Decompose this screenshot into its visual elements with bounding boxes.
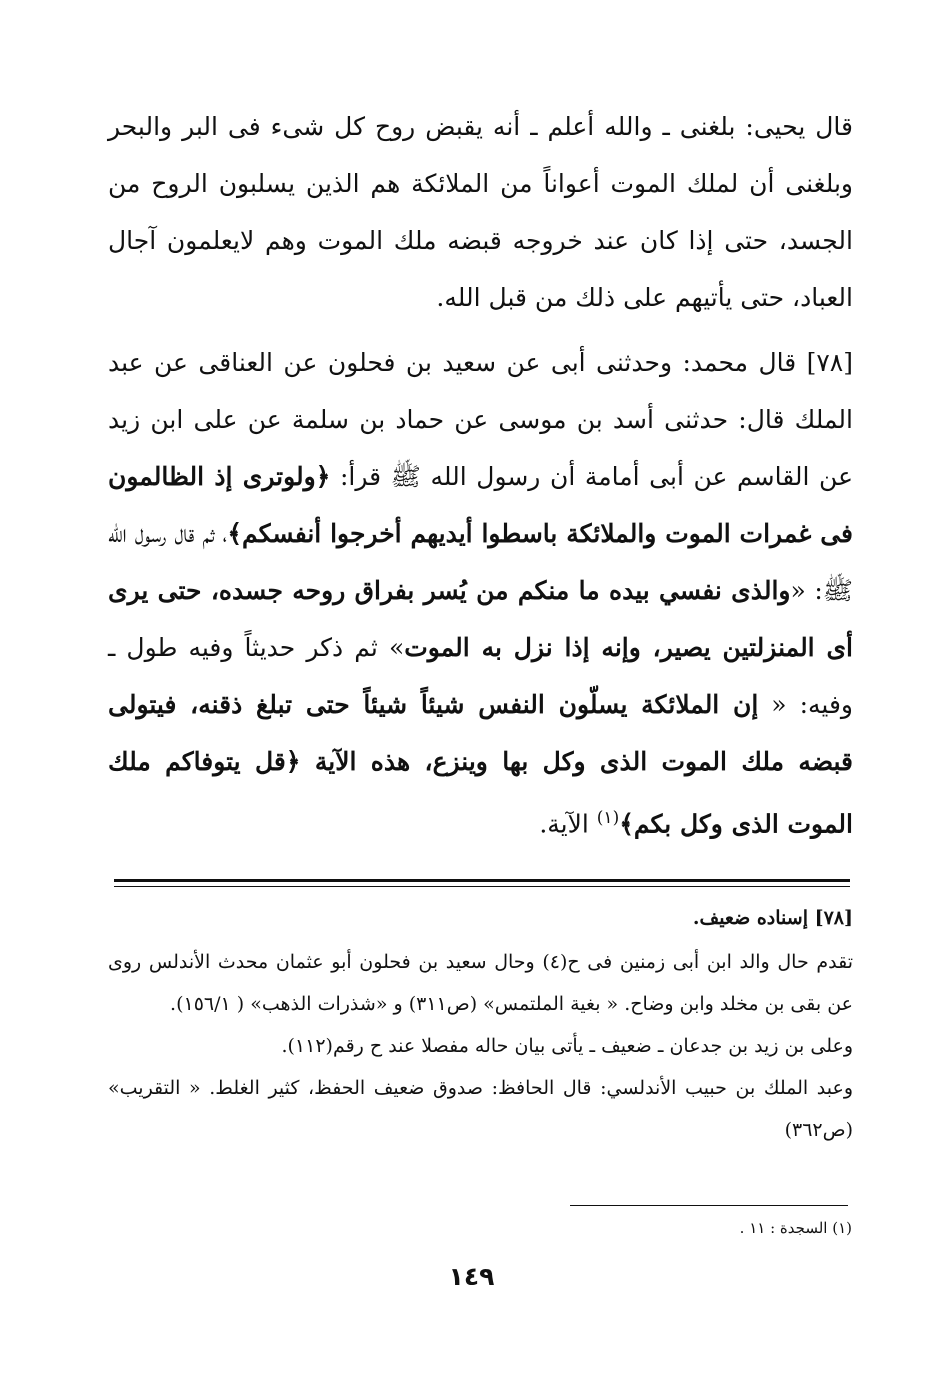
note-3: وعبد الملك بن حبيب الأندلسي: قال الحافظ: صدوق ضعيف الحفظ، كثير الغلط. « التقريب» (ص٣٦٢) <box>108 1077 853 1141</box>
quran-verse-1: ﴿ولوترى إذ الظالمون فى غمرات الموت والملائكة باسطوا أيديهم أخرجوا أنفسكم﴾ <box>108 462 853 548</box>
hadith-isnad: [٧٨] قال محمد: وحدثنى أبى عن سعيد بن فحلون عن العناقى عن عبد الملك قال: حدثنى أسد بن موسى عن حماد بن سلمة عن على ابن زيد عن القاسم عن أبى أمامة أن رسول الله ﷺ قرأ: <box>108 348 853 491</box>
paragraph-1: قال يحيى: بلغنى ـ والله أعلم ـ أنه يقبض روح كل شىء فى البر والبحر وبلغنى أن لملك الموت أعواناً من الملائكة هم الذين يسلبون الروح من الجسد، حتى إذا كان عند خروجه قبضه ملك الموت وهم لايعلمون آجال العباد، حتى يأتيهم على ذلك من قبل الله. <box>108 112 853 312</box>
page-number: ١٤٩ <box>448 1262 495 1291</box>
takhrij-notes <box>108 897 853 1151</box>
hadith-text-2: إن الملائكة يسلّون النفس شيئاً شيئاً حتى تبلغ ذقنه، فيتولى قبضه ملك الموت الذى وكل بها وينزع، هذه الآية ﴿قل يتوفاكم ملك الموت الذى وكل بكم﴾ <box>108 690 853 839</box>
note-2: وعلى بن زيد بن جدعان ـ ضعيف ـ يأتى بيان حاله مفصلا عند ح رقم(١١٢). <box>281 1035 853 1057</box>
notes-divider-thick <box>114 879 850 882</box>
main-text <box>108 98 853 860</box>
hadith-connector-2: » ثم ذكر حديثاً وفيه طول ـ وفيه: « <box>108 633 853 719</box>
hadith-ending: الآية. <box>539 809 597 839</box>
hadith-connector-1: ، ثم قال رسول الله ﷺ: « <box>108 519 853 605</box>
notes-heading: [٧٨] إسناده ضعيف. <box>692 907 853 929</box>
footnote: (١) السجدة : ١١ . <box>739 1219 852 1237</box>
hadith-text-1: والذى نفسي بيده ما منكم من يُسر بفراق روحه جسده، حتى يرى أى المنزلتين يصير، وإنه إذا نزل به الموت <box>108 576 853 662</box>
footnote-divider <box>570 1205 848 1206</box>
notes-divider-thin <box>114 886 850 887</box>
footnote-marker: (١) <box>596 808 620 828</box>
note-1: تقدم حال والد ابن أبى زمنين فى ح(٤) وحال سعيد بن فحلون أبو عثمان محدث الأندلس روى عن بقى بن مخلد وابن وضاح. « بغية الملتمس» (ص٣١١) و «شذرات الذهب» ( ١٥٦/١). <box>108 951 853 1015</box>
paragraph-2 <box>108 334 853 852</box>
